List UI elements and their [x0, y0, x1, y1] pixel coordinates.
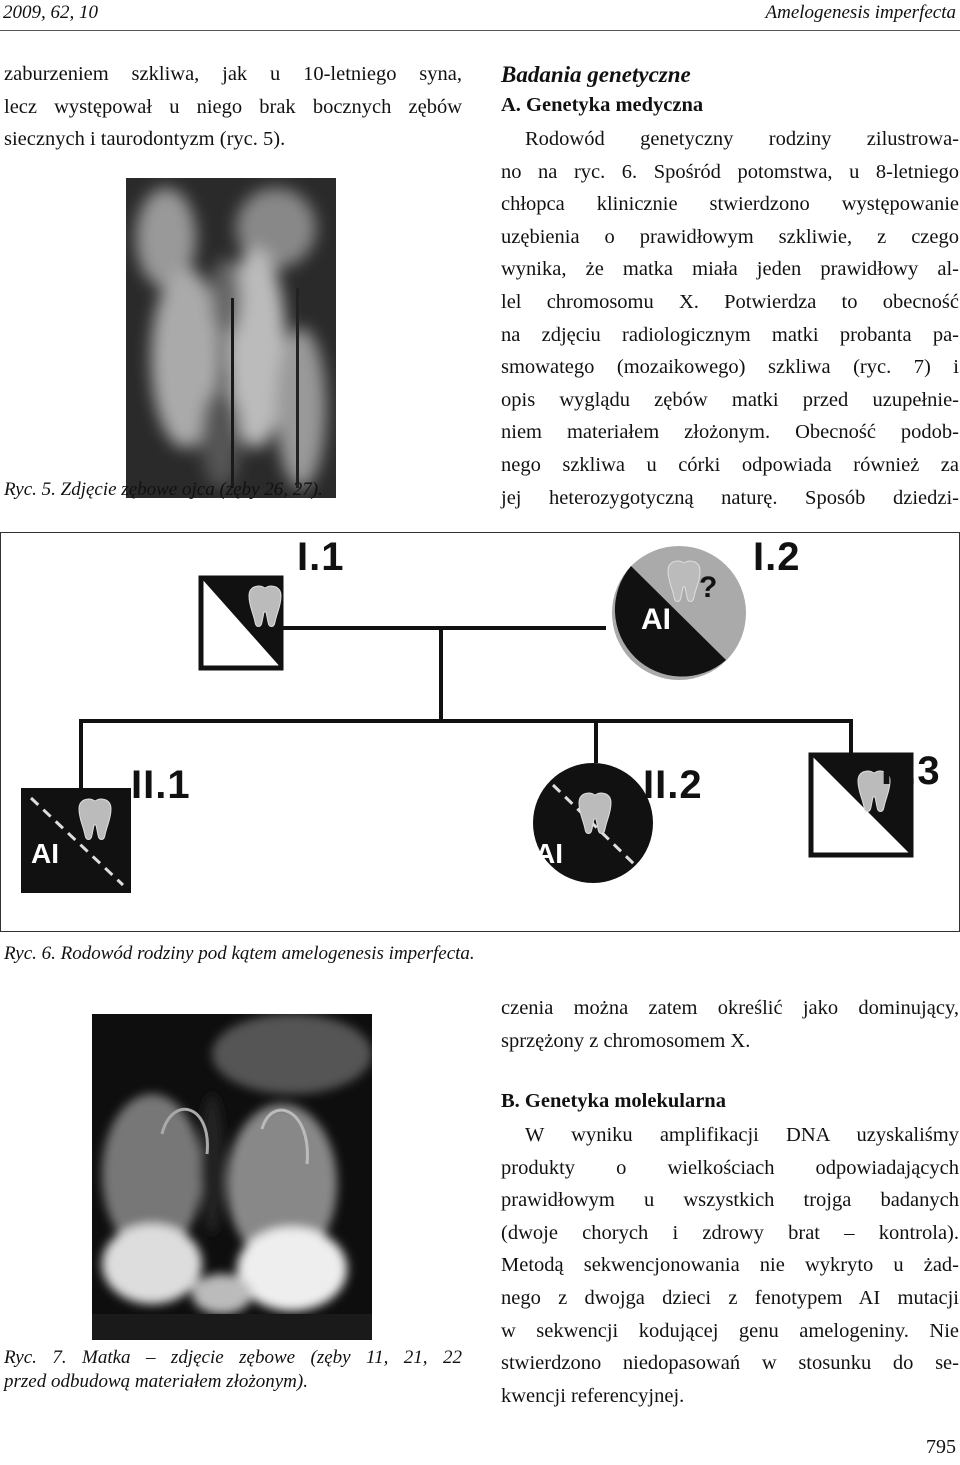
fig6-caption: Ryc. 6. Rodowód rodziny pod kątem amelogenesis imperfecta.: [4, 943, 475, 964]
text-line: zaburzeniem szkliwa, jak u 10-letniego syna,: [4, 63, 462, 85]
left-intro-paragraph: [4, 58, 462, 156]
text-line: wynika, że matka miała jeden prawidłowy al-: [501, 258, 959, 281]
text-line: smowatego (mozaikowego) szkliwa (ryc. 7) i: [501, 356, 959, 379]
pedigree-label-ii3: II.3: [881, 749, 941, 793]
text-line: produkty o wielkościach odpowiadających: [501, 1156, 959, 1179]
caption-line: Ryc. 7. Matka – zdjęcie zębowe (zęby 11, 21, 22: [4, 1347, 462, 1368]
continuation-paragraph: [501, 992, 959, 1057]
caption-line: przed odbudową materiałem złożonym).: [4, 1371, 308, 1392]
text-line: uzębienia o prawidłowym szkliwie, z czego: [501, 225, 959, 248]
text-line: opis wyglądu zębów matki przed uzupełnie-: [501, 388, 959, 411]
text-line: w sekwencji kodującej genu amelogeniny. Nie: [501, 1319, 959, 1342]
text-line: siecznych i taurodontyzm (ryc. 5).: [4, 128, 286, 151]
pedigree-label-i2: I.2: [753, 535, 801, 579]
section-b-paragraph: [501, 1119, 959, 1412]
subsection-heading-a: A. Genetyka medyczna: [501, 94, 704, 116]
header-rule: [0, 30, 960, 31]
text-line: prawidłowym u wszystkich trojga badanych: [501, 1189, 959, 1212]
text-line: stwierdzono niedopasowań w stosunku do se-: [501, 1352, 959, 1375]
text-line: kwencji referencyjnej.: [501, 1384, 685, 1407]
ai-marker-ii1: AI: [31, 838, 59, 869]
text-line: chłopca klinicznie stwierdzono występowanie: [501, 193, 959, 216]
text-line: lel chromosomu X. Potwierdza to obecność: [501, 290, 959, 313]
ai-marker-ii2: AI: [535, 838, 563, 869]
text-line: czenia można zatem określić jako dominujący,: [501, 997, 959, 1019]
running-header-left: 2009, 62, 10: [3, 2, 98, 23]
text-line: sprzężony z chromosomem X.: [501, 1029, 751, 1052]
fig7-xray-image: [92, 1014, 372, 1340]
pedigree-figure: [0, 532, 960, 932]
question-marker-i2: ?: [699, 571, 718, 604]
fig5-caption: Ryc. 5. Zdjęcie zębowe ojca (zęby 26, 27).: [4, 479, 323, 500]
pedigree-label-i1: I.1: [297, 535, 345, 579]
text-line: Metodą sekwencjonowania nie wykryto u żad-: [501, 1254, 959, 1277]
individual-i2-symbol: [612, 546, 746, 680]
fig5-xray-image: [126, 178, 336, 498]
text-line: Rodowód genetyczny rodziny zilustrowa-: [525, 128, 959, 150]
subsection-heading-b: B. Genetyka molekularna: [501, 1090, 726, 1112]
text-line: (dwoje chorych i zdrowy brat – kontrola).: [501, 1221, 959, 1244]
text-line: W wyniku amplifikacji DNA uzyskaliśmy: [525, 1124, 959, 1146]
running-header-right: Amelogenesis imperfecta: [765, 2, 956, 23]
section-a-paragraph: [501, 123, 959, 514]
fig7-caption: [4, 1346, 462, 1394]
text-line: na zdjęciu radiologicznym matki probanta pa-: [501, 323, 959, 346]
section-heading: Badania genetyczne: [501, 62, 691, 87]
text-line: jej heterozygotyczną naturę. Sposób dziedzi-: [501, 486, 959, 509]
ai-marker-i2: AI: [641, 603, 671, 636]
text-line: nego szkliwa u córki odpowiada również za: [501, 453, 959, 476]
page-number: 795: [926, 1436, 956, 1458]
text-line: nego z dwojga dzieci z fenotypem AI mutacji: [501, 1286, 959, 1309]
pedigree-label-ii2: II.2: [643, 763, 703, 807]
individual-i1-symbol: [201, 578, 281, 668]
text-line: niem materiałem złożonym. Obecność podob-: [501, 421, 959, 444]
text-line: lecz występował u niego brak bocznych zębów: [4, 95, 462, 118]
pedigree-label-ii1: II.1: [131, 763, 191, 807]
text-line: no na ryc. 6. Spośród potomstwa, u 8-letniego: [501, 160, 959, 183]
